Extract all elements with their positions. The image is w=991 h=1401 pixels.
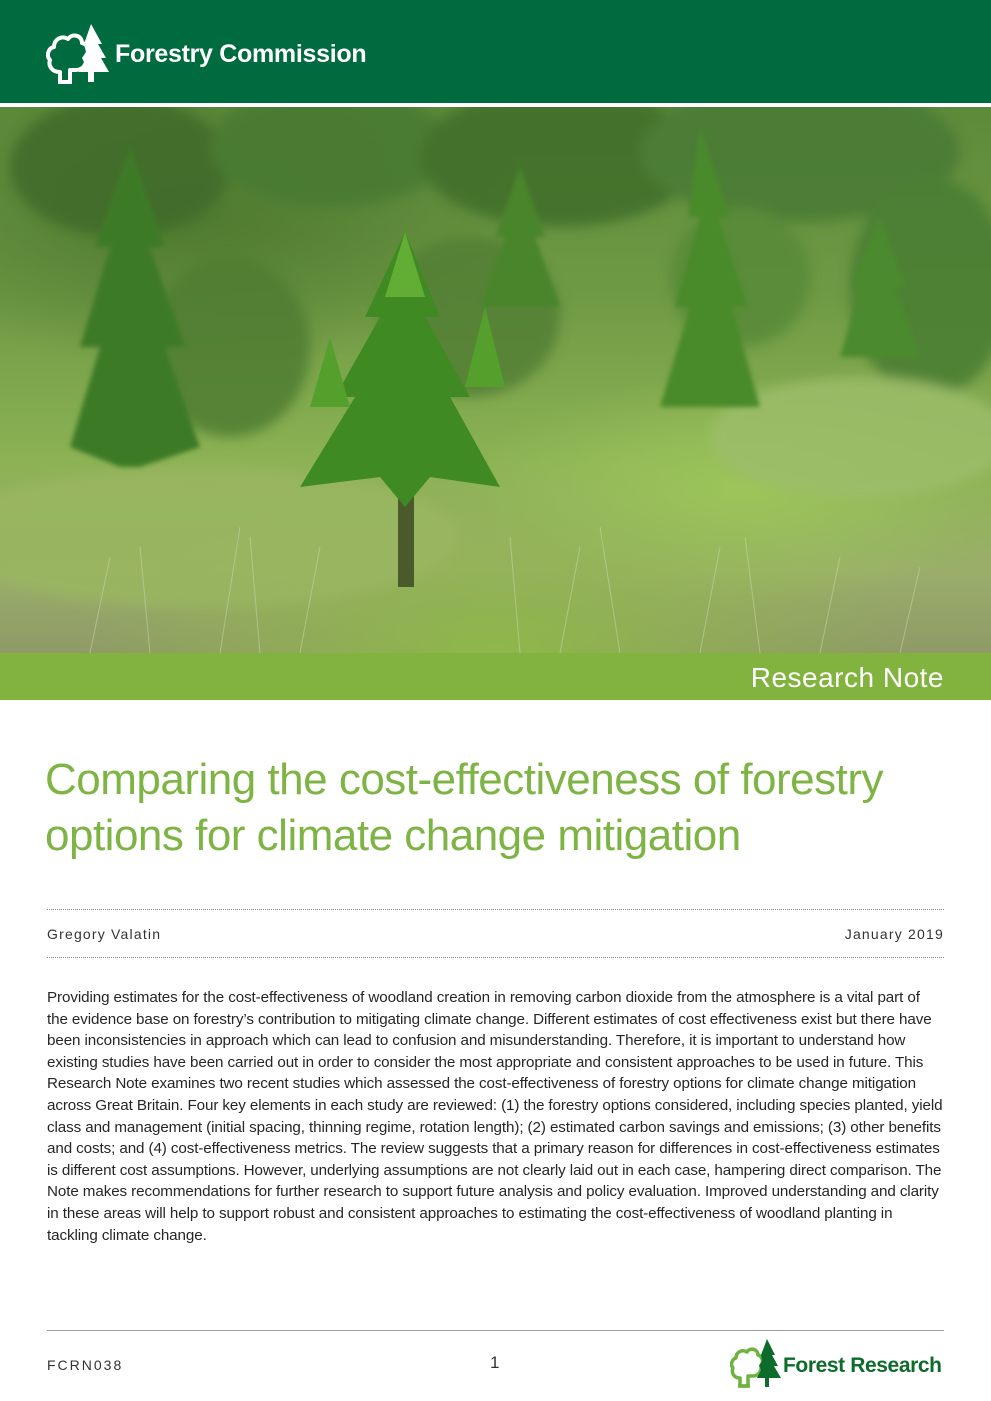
forestry-commission-brand: Forestry Commission <box>115 40 367 68</box>
header-bar <box>0 0 991 103</box>
forestry-commission-logo-icon <box>46 22 110 84</box>
forest-research-brand: Forest Research <box>783 1354 942 1377</box>
forest-research-logo-icon <box>730 1338 782 1388</box>
pine-saplings-illustration <box>0 107 991 653</box>
page-number: 1 <box>490 1353 500 1372</box>
document-code: FCRN038 <box>47 1357 124 1373</box>
footer-divider <box>47 1330 944 1331</box>
abstract-text: Providing estimates for the cost-effectiveness of woodland creation in removing carbon dioxide from the atmosphere is a vital part of the evidence base on forestry’s contribution to mitigating climate change. Different estimates of cost effectiveness exist but there have been inconsistencies in approach which can lead to confusion and misunderstanding. Therefore, it is important to understand how existing studies have been carried out in order to consider the most appropriate and consistent approaches to be used in future. This Research Note examines two recent studies which assessed the cost-effectiveness of forestry options for climate change mitigation across Great Britain. Four key elements in each study are reviewed: (1) the forestry options considered, including species planted, yield class and management (initial spacing, thinning regime, rotation length); (2) estimated carbon savings and emissions; (3) other benefits and costs; and (4) cost-effectiveness metrics. The review suggests that a primary reason for differences in cost-effectiveness estimates is different cost assumptions. However, underlying assumptions are not clearly laid out in each case, hampering direct comparison. The Note makes recommendations for further research to support future analysis and policy evaluation. Improved understanding and clarity in these areas will help to support robust and consistent approaches to estimating the cost-effectiveness of woodland planting in tackling climate change. <box>47 989 943 1244</box>
byline-bottom-divider <box>47 957 944 958</box>
document-title: Comparing the cost-effectiveness of forestry options for climate change mitigation <box>45 755 884 860</box>
byline-top-divider <box>47 909 944 910</box>
cover-photo <box>0 107 991 653</box>
publication-date: January 2019 <box>844 926 944 942</box>
author-name: Gregory Valatin <box>47 926 162 942</box>
document-type-label: Research Note <box>750 662 944 693</box>
document-type-band <box>0 653 991 700</box>
